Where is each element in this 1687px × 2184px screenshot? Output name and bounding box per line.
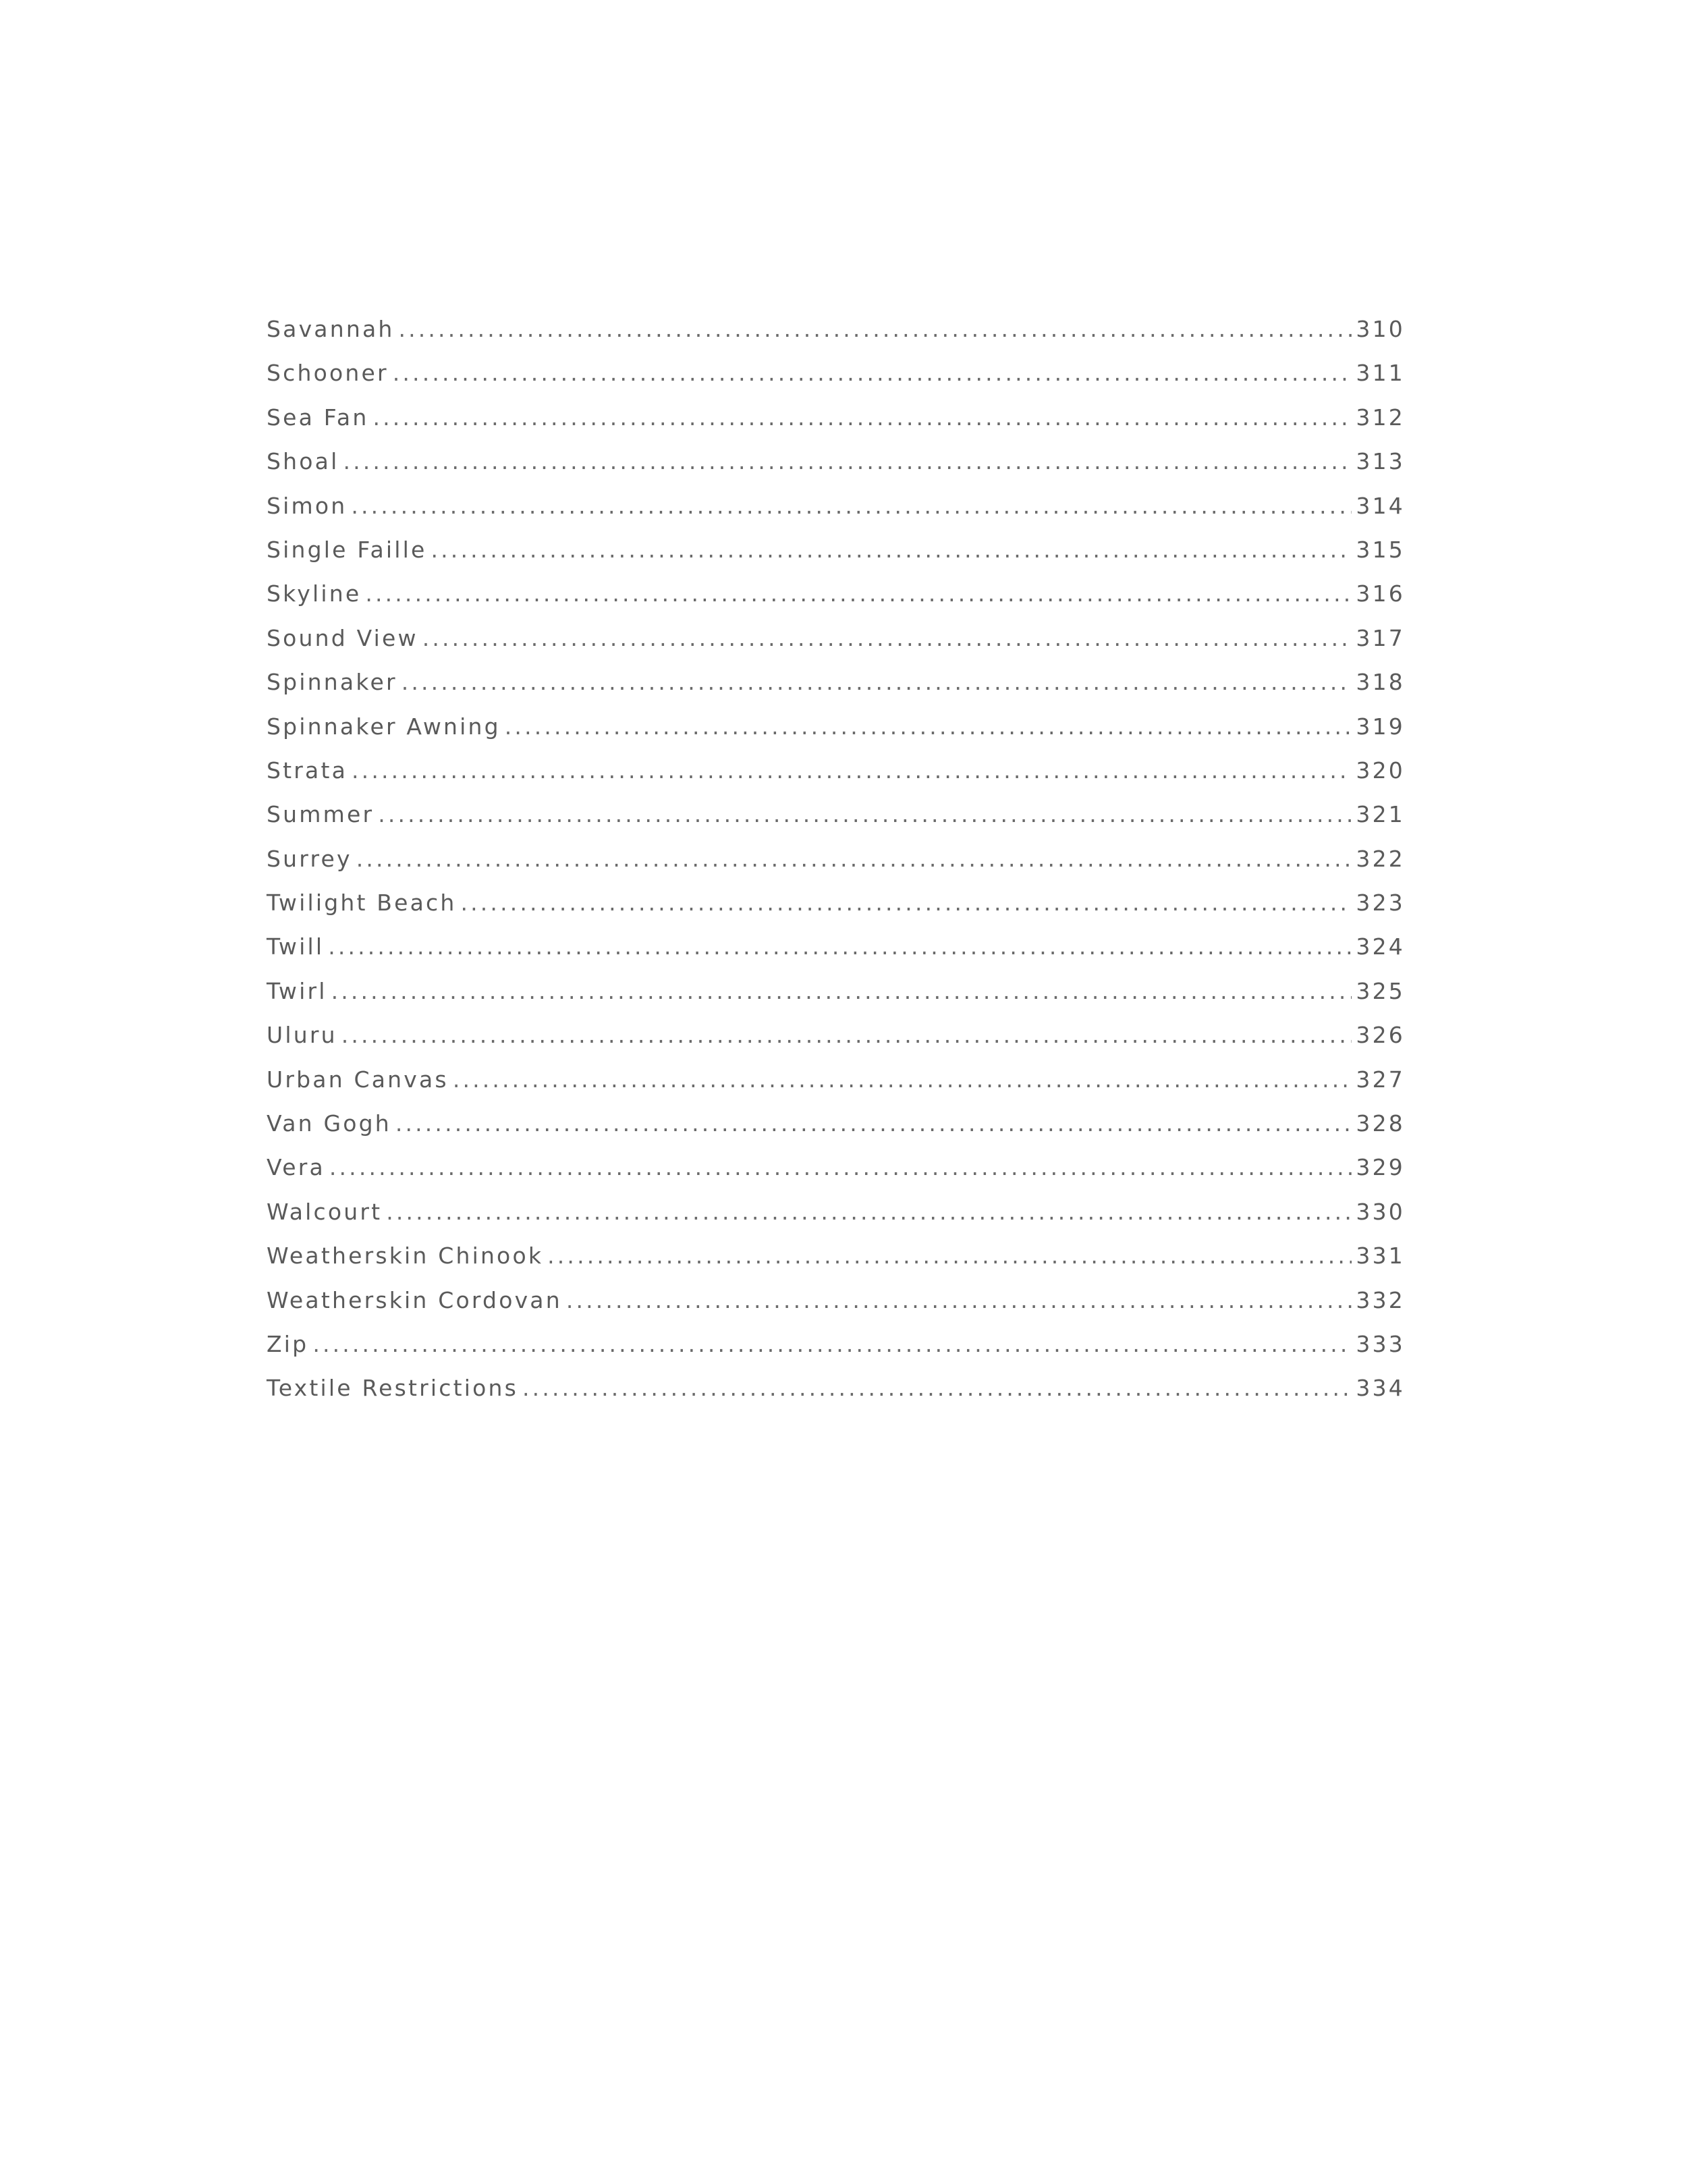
toc-dot-leader <box>422 625 1352 651</box>
toc-entry-page-number: 331 <box>1356 1243 1405 1270</box>
toc-entry-title: Schooner <box>267 360 389 387</box>
toc-entry-title: Spinnaker Awning <box>267 713 501 740</box>
toc-entry[interactable] <box>267 1375 1405 1419</box>
toc-entry-page-number: 332 <box>1356 1286 1405 1313</box>
toc-entry-page-number: 325 <box>1356 977 1405 1004</box>
toc-entry-page-number: 314 <box>1356 492 1405 519</box>
toc-entry-page-number: 316 <box>1356 580 1405 607</box>
toc-entry-title: Uluru <box>267 1022 337 1049</box>
toc-entry-page-number: 324 <box>1356 933 1405 960</box>
toc-entry[interactable] <box>267 1110 1405 1154</box>
toc-entry-page-number: 312 <box>1356 404 1405 431</box>
toc-entry[interactable] <box>267 1066 1405 1110</box>
toc-entry-title: Strata <box>267 757 348 784</box>
table-of-contents <box>267 316 1405 1419</box>
toc-dot-leader <box>329 1154 1352 1180</box>
toc-entry-title: Sea Fan <box>267 404 369 431</box>
toc-dot-leader <box>402 669 1352 695</box>
toc-entry-page-number: 311 <box>1356 360 1405 387</box>
toc-entry-title: Zip <box>267 1330 309 1357</box>
toc-entry[interactable] <box>267 404 1405 448</box>
toc-dot-leader <box>461 890 1352 916</box>
toc-entry-title: Weatherskin Chinook <box>267 1243 544 1270</box>
toc-dot-leader <box>399 316 1352 342</box>
toc-entry-title: Twill <box>267 933 325 960</box>
toc-entry-page-number: 319 <box>1356 713 1405 740</box>
toc-entry-page-number: 317 <box>1356 624 1405 651</box>
toc-dot-leader <box>386 1199 1352 1225</box>
toc-entry-page-number: 322 <box>1356 845 1405 872</box>
toc-entry[interactable] <box>267 1199 1405 1243</box>
toc-entry-title: Textile Restrictions <box>267 1375 519 1402</box>
toc-entry-title: Sound View <box>267 624 418 651</box>
toc-entry-page-number: 328 <box>1356 1110 1405 1137</box>
toc-dot-leader <box>328 933 1352 960</box>
toc-entry-page-number: 334 <box>1356 1375 1405 1402</box>
toc-dot-leader <box>372 404 1352 431</box>
toc-entry[interactable] <box>267 890 1405 933</box>
toc-entry-page-number: 313 <box>1356 448 1405 475</box>
toc-dot-leader <box>431 537 1352 563</box>
toc-entry-page-number: 329 <box>1356 1154 1405 1181</box>
toc-entry[interactable] <box>267 1243 1405 1286</box>
toc-entry[interactable] <box>267 360 1405 404</box>
toc-entry-title: Weatherskin Cordovan <box>267 1286 562 1313</box>
toc-dot-leader <box>343 448 1352 474</box>
toc-entry[interactable] <box>267 448 1405 492</box>
toc-dot-leader <box>331 978 1352 1004</box>
toc-dot-leader <box>393 360 1352 386</box>
toc-entry[interactable] <box>267 846 1405 890</box>
toc-dot-leader <box>356 846 1352 872</box>
toc-entry-page-number: 326 <box>1356 1022 1405 1049</box>
toc-entry[interactable] <box>267 978 1405 1022</box>
toc-entry-title: Twirl <box>267 977 327 1004</box>
toc-entry-page-number: 318 <box>1356 669 1405 696</box>
toc-entry[interactable] <box>267 669 1405 713</box>
toc-entry[interactable] <box>267 1022 1405 1066</box>
toc-entry-title: Vera <box>267 1154 325 1181</box>
toc-entry[interactable] <box>267 580 1405 624</box>
toc-dot-leader <box>378 801 1352 827</box>
toc-dot-leader <box>522 1375 1352 1401</box>
toc-dot-leader <box>505 713 1352 740</box>
toc-entry[interactable] <box>267 1287 1405 1331</box>
toc-entry[interactable] <box>267 316 1405 360</box>
toc-dot-leader <box>547 1243 1352 1269</box>
toc-entry-title: Van Gogh <box>267 1110 391 1137</box>
toc-entry-title: Simon <box>267 492 348 519</box>
toc-dot-leader <box>395 1110 1352 1137</box>
toc-entry-page-number: 310 <box>1356 316 1405 342</box>
toc-entry-page-number: 330 <box>1356 1198 1405 1225</box>
toc-dot-leader <box>312 1331 1352 1357</box>
toc-entry[interactable] <box>267 493 1405 537</box>
toc-dot-leader <box>453 1066 1352 1093</box>
toc-entry-page-number: 327 <box>1356 1066 1405 1093</box>
toc-entry[interactable] <box>267 537 1405 580</box>
toc-dot-leader <box>352 757 1352 784</box>
toc-dot-leader <box>566 1287 1352 1313</box>
toc-entry[interactable] <box>267 1154 1405 1198</box>
toc-entry[interactable] <box>267 625 1405 669</box>
toc-entry-title: Surrey <box>267 845 352 872</box>
toc-entry[interactable] <box>267 713 1405 757</box>
toc-entry-page-number: 333 <box>1356 1330 1405 1357</box>
toc-entry-title: Shoal <box>267 448 339 475</box>
toc-dot-leader <box>351 493 1352 519</box>
toc-entry-title: Urban Canvas <box>267 1066 449 1093</box>
toc-entry-page-number: 321 <box>1356 801 1405 828</box>
toc-entry-title: Single Faille <box>267 536 427 563</box>
toc-entry-page-number: 320 <box>1356 757 1405 784</box>
toc-entry[interactable] <box>267 757 1405 801</box>
toc-entry-title: Spinnaker <box>267 669 397 696</box>
toc-entry-page-number: 315 <box>1356 536 1405 563</box>
toc-entry-page-number: 323 <box>1356 890 1405 917</box>
toc-entry[interactable] <box>267 933 1405 977</box>
toc-entry-title: Twilight Beach <box>267 890 457 917</box>
toc-entry[interactable] <box>267 801 1405 845</box>
toc-entry-title: Savannah <box>267 316 395 342</box>
toc-dot-leader <box>341 1022 1352 1048</box>
toc-dot-leader <box>365 580 1352 607</box>
toc-entry-title: Summer <box>267 801 375 828</box>
toc-entry-title: Walcourt <box>267 1198 383 1225</box>
toc-entry-title: Skyline <box>267 580 362 607</box>
toc-entry[interactable] <box>267 1331 1405 1375</box>
